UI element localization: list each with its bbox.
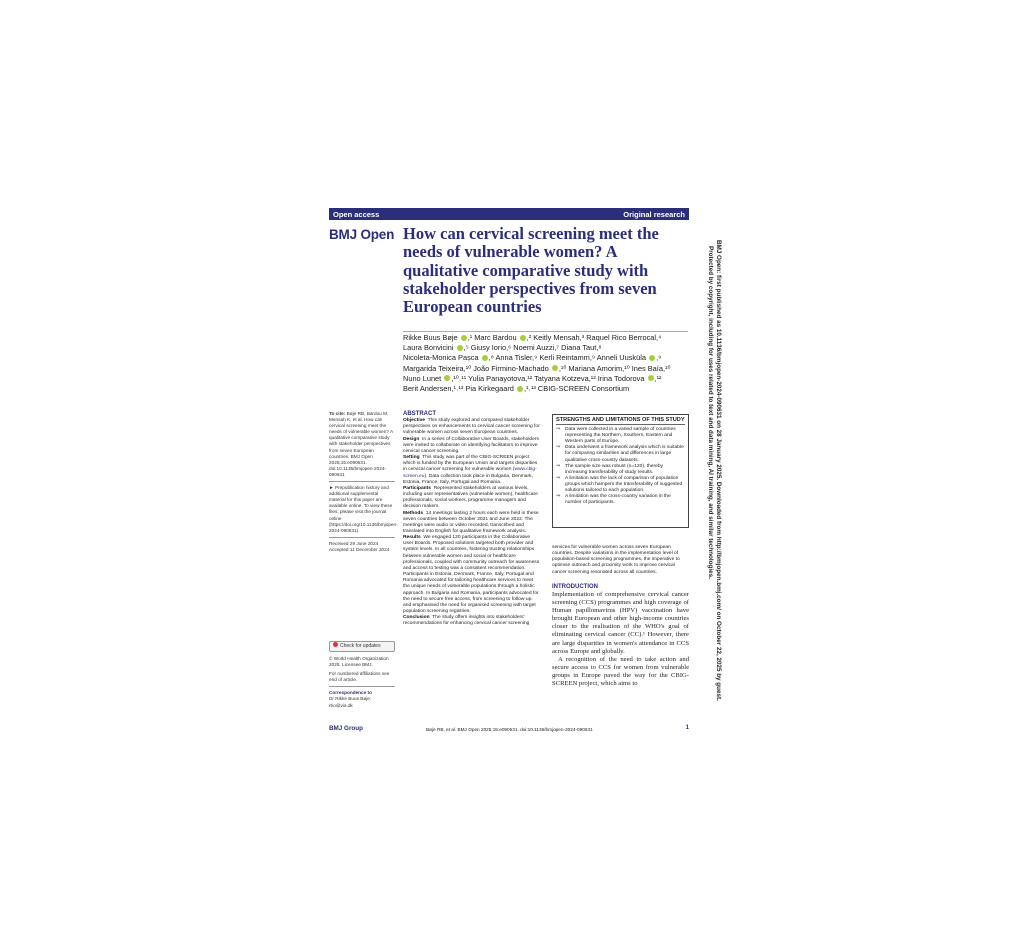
author-line: Nuno Lunet ,¹⁰˒¹¹ Yulia Panayotova,¹² Tatyana Kotzeva,¹² Irina Todorova ,¹² [403, 373, 662, 383]
copyright: © World Health Organization 2025. Licensee BMJ. [329, 655, 389, 668]
strength-item [556, 427, 685, 445]
orcid-icon[interactable] [482, 355, 488, 361]
citation [329, 411, 395, 478]
section-label: Results [403, 535, 421, 541]
article-sidebar [329, 411, 398, 709]
section-text: 14 meetings lasting 2 hours each were held in these seven countries between October 2021 and June 2022. The meetings were audio or video recorded, transcribed and translated into English for qualitative framework analysis. [403, 510, 539, 534]
strength-item [556, 464, 685, 476]
arrow-icon: ⇒ [556, 475, 561, 481]
arrow-icon: ⇒ [556, 427, 561, 433]
section-text: In a series of Collaborative User Boards, stakeholders were invited to collaborate on identifying facilitators to improve cervical cancer screening. [403, 436, 539, 454]
section-text: Represented stakeholders at various levels, including user representatives (vulnerable women), healthcare professionals, social workers, programme managers and decision makers. [403, 485, 538, 510]
divider [329, 686, 395, 687]
strengths-limitations-box [552, 414, 689, 528]
check-for-updates-button[interactable] [329, 641, 395, 652]
journal-logo: BMJ Open [329, 227, 395, 242]
section-text: ). Data collection took place in Bulgaria, Denmark, Estonia, France, Italy, Portugal and Romania. [403, 473, 533, 485]
divider [329, 481, 395, 482]
section-label: Participants [403, 485, 431, 491]
project-link[interactable]: www.cbig-screen.eu [403, 467, 537, 479]
received-date: Received 29 June 2024 [329, 540, 379, 546]
prepublication-note: ► Prepublication history and additional supplemental material for this paper are available online. To view these files, please visit the journal online (https://doi.org/10.1136/bmjopen-2024-090631). [329, 485, 398, 533]
check-updates-label: Check for updates [340, 642, 381, 649]
abstract-conclusion [403, 615, 541, 627]
author-list [403, 331, 688, 394]
affiliation-note: For numbered affiliations see end of article. [329, 671, 390, 683]
copyright-notice-line: Protected by copyright, including for uses related to text and data mining, AI training, and similar technologies. [707, 246, 714, 579]
strength-text: A limitation was the lack of comparison of population groups which hampers the transferability of suggested solutions tailored to each population. [565, 475, 683, 494]
update-check-icon [333, 642, 338, 647]
header-bar [329, 208, 689, 220]
section-text: We engaged 120 participants in the Collaborative User Boards. Proposed solutions targeted both provider and system levels. In all countries, fostering trusting relationships between vulnerable women and social or healthcare professionals, coupled with community outreach for awareness and access to testing was a consistent recommendation. Participants in Estonia, Denmark, France, Italy, Portugal and Romania advocated for tailoring healthcare services to meet the unique needs of vulnerable populations through a holistic approach. In Bulgaria and Romania, participants advocated for the need to secure free access, from screening to follow-up, and emphasised the need for organised screening with target population screening registries. [403, 535, 540, 614]
page-footer [329, 725, 689, 735]
article-type-label: Original research [623, 209, 685, 219]
download-notice-line: BMJ Open: first published as 10.1136/bmjopen-2024-090631 on 28 January 2025. Downloaded from http://bmjopen.bmj.com/ on October 22, 2025 by guest. [715, 240, 722, 701]
abstract-setting [403, 455, 541, 486]
strength-item [556, 445, 685, 463]
strength-text: The sample size was robust (n=120), thereby increasing transferability of study results. [565, 463, 663, 475]
strength-text: A limitation was the cross-country variation in the number of participants. [565, 494, 671, 506]
abstract-objective [403, 418, 541, 436]
citation-text: Bøje RB, Bardou M, Mensah K, et al. How can cervical screening meet the needs of vulnerable women? A qualitative comparative study with stakeholder perspectives from seven European countries. BMJ Open 2025;15:e090631. doi:10.1136/bmjopen-2024-090631 [329, 411, 393, 477]
bmj-group-logo: BMJ Group [329, 725, 363, 732]
arrow-icon: ⇒ [556, 463, 561, 469]
orcid-icon[interactable] [444, 375, 450, 381]
section-text: The study offers insights into stakeholders' recommendations for enhancing cervical cancer screening [403, 615, 530, 627]
abstract-participants [403, 486, 541, 511]
section-label: Design [403, 436, 420, 442]
abstract-heading: ABSTRACT [403, 411, 436, 417]
open-access-label: Open access [333, 209, 380, 219]
orcid-icon[interactable] [457, 345, 463, 351]
strength-text: Data underwent a framework analysis which is suitable for comparing similarities and differences in large qualitative cross-country datasets. [565, 445, 684, 463]
orcid-icon[interactable] [648, 375, 654, 381]
strength-item [556, 494, 685, 506]
section-label: Setting [403, 455, 420, 461]
strength-text: Data were collected in a varied sample of countries representing the Northern, Southern, Eastern and Western parts of Europe. [565, 427, 676, 445]
strengths-heading: STRENGTHS AND LIMITATIONS OF THIS STUDY [556, 417, 685, 425]
citation-label: To cite: [329, 411, 346, 416]
footer-citation: Bøje RB, et al. BMJ Open 2025;15:e090631. doi:10.1136/bmjopen-2024-090631 [426, 726, 593, 732]
abstract-results [403, 535, 541, 615]
correspondence-label: Correspondence to [329, 690, 372, 696]
section-label: Objective [403, 418, 426, 424]
arrow-icon: ⇒ [556, 494, 561, 500]
introduction-paragraph: Implementation of comprehensive cervical cancer screening (CCS) programmes and high coverage of Human papillomavirus (HPV) vaccination have brought European and other high-income countries closer to the realisation of the WHO's goal of eliminating cervical cancer (CC).¹ However, there are large disparities in women's attendance in CCS across Europe and globally. [552, 590, 689, 655]
abstract-methods [403, 511, 541, 536]
orcid-icon[interactable] [517, 386, 523, 392]
section-text: This study was part of the CBIG-SCREEN project which is funded by the European Union and targets disparities in cervical cancer screening for vulnerable women ( [403, 455, 538, 473]
introduction-heading: INTRODUCTION [552, 583, 598, 590]
correspondence-contact[interactable]: Dr Rikke Buus Bøje; rbo@via.dk [329, 696, 372, 708]
orcid-icon[interactable] [461, 335, 467, 341]
orcid-icon[interactable] [552, 365, 558, 371]
main-column [552, 545, 689, 688]
section-label: Conclusion [403, 615, 430, 621]
vertical-download-notice [704, 240, 722, 700]
arrow-icon: ⇒ [556, 445, 561, 451]
strength-item [556, 476, 685, 494]
section-label: Methods [403, 510, 424, 516]
accepted-date: Accepted 11 December 2024 [329, 546, 390, 552]
orcid-icon[interactable] [649, 355, 655, 361]
page-number: 1 [685, 725, 689, 731]
orcid-icon[interactable] [520, 335, 526, 341]
author-line: Laura Bonvicini ,⁵ Giusy Iorio,⁶ Noemi Auzzi,⁷ Diana Taut,⁸ [403, 343, 602, 353]
abstract-continued: services for vulnerable women across seven European countries. Despite variations in the implementation level of population-based screening programmes, the imperative to optimise outreach and proximity work to improve cervical cancer screening resonated across all countries. [552, 545, 680, 575]
author-line: Nicoleta-Monica Pașca ,⁸ Anna Tisler,⁹ Kerli Reintamm,⁹ Anneli Uusküla ,⁹ [403, 353, 662, 363]
article-title: How can cervical screening meet the needs of vulnerable women? A qualitative comparative study with stakeholder perspectives from seven European countries [403, 224, 659, 317]
abstract [403, 411, 541, 627]
author-line: Margarida Teixeira,¹⁰ João Firmino-Machado ,¹⁰ Mariana Amorim,¹⁰ Ines Baía,¹⁰ [403, 363, 671, 373]
introduction-paragraph: A recognition of the need to take action and secure access to CCS for women from vulnerable groups in Europe paved the way for the CBIG-SCREEN project, which aims to [552, 655, 689, 687]
section-text: This study explored and compared stakeholder perspectives on enhancements to cervical cancer screening for vulnerable women across seven European countries. [403, 418, 540, 436]
divider [329, 537, 395, 538]
author-line: Berit Andersen,¹˒¹³ Pia Kirkegaard ,¹˒¹³ CBIG-SCREEN Consortium [403, 384, 630, 394]
abstract-design [403, 437, 541, 455]
author-line: Rikke Buus Bøje ,¹ Marc Bardou ,² Keitly Mensah,³ Raquel Rico Berrocal,⁴ [403, 333, 662, 342]
